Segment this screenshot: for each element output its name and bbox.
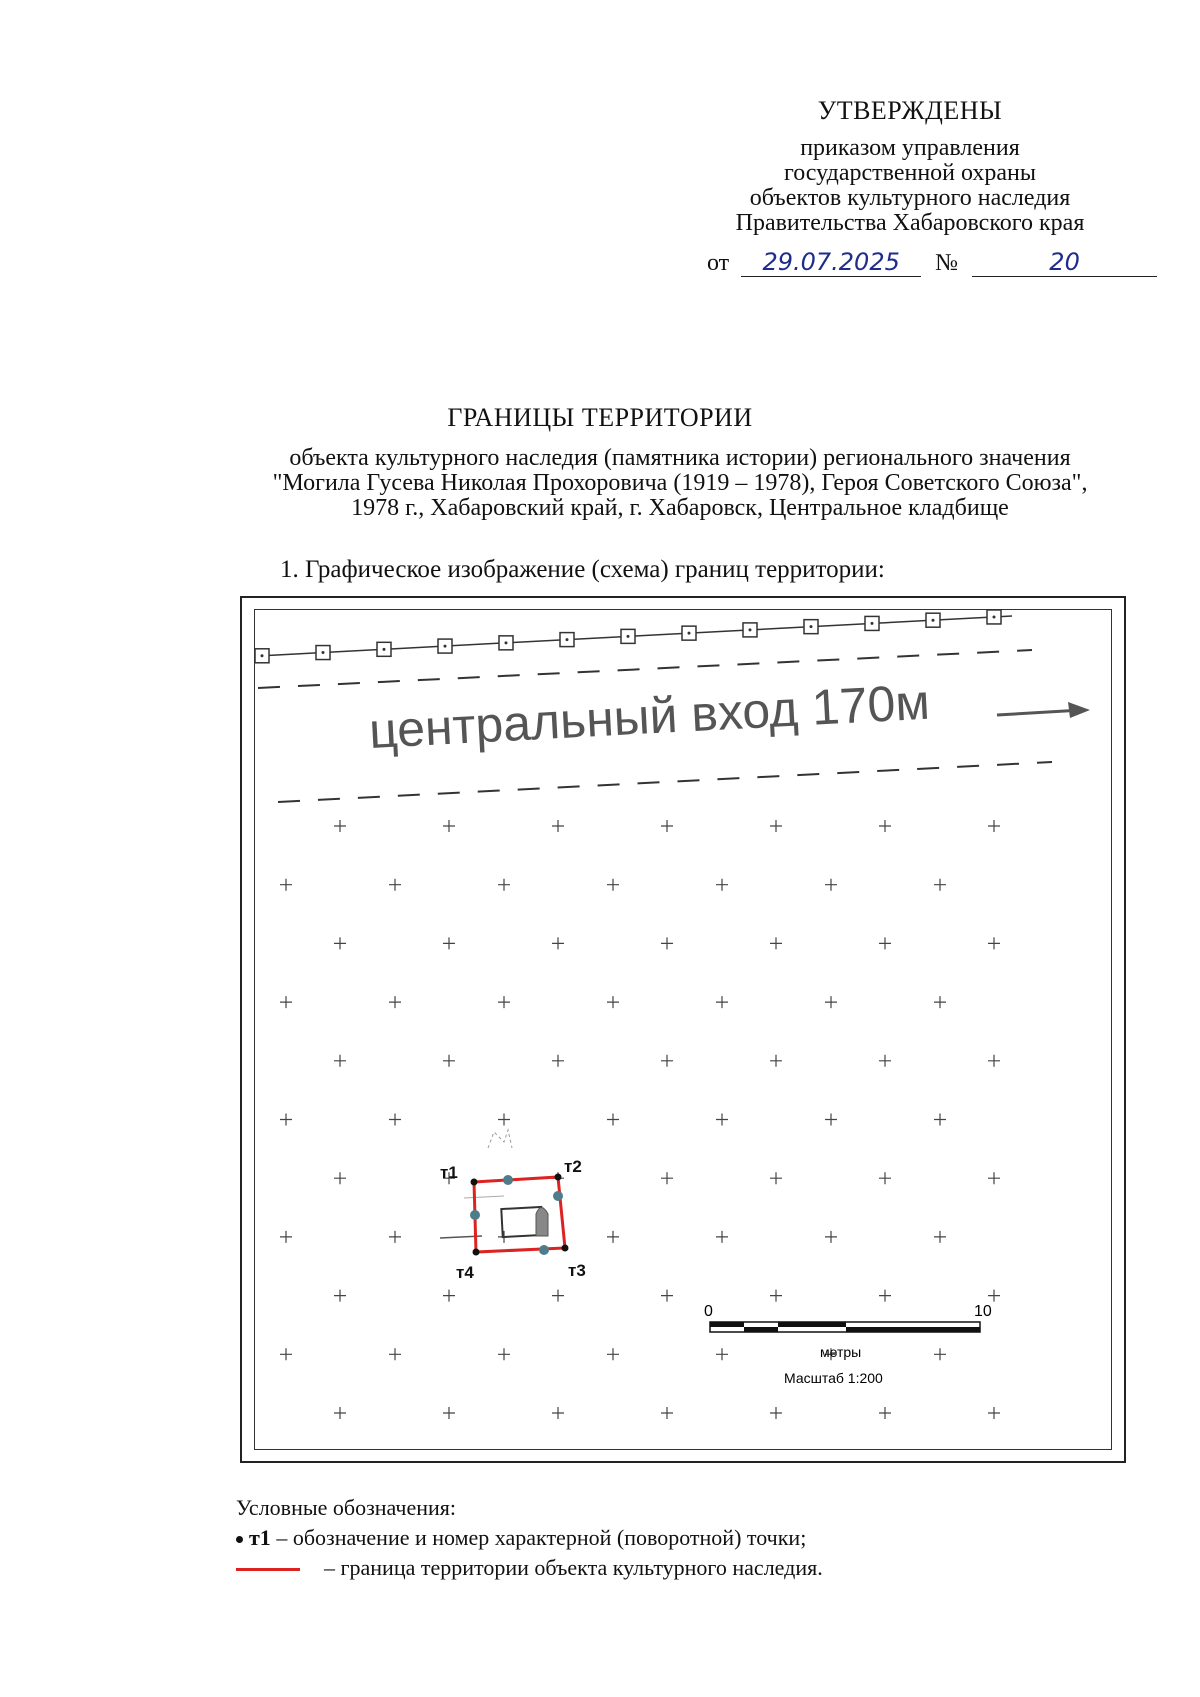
grid-cross-icon <box>934 1231 946 1243</box>
neighbor-object-outline <box>488 1130 512 1148</box>
grid-cross-icon <box>770 1172 782 1184</box>
scale-bar-segment <box>710 1322 744 1327</box>
legend-boundary-text: – граница территории объекта культурного наследия. <box>324 1555 823 1580</box>
scheme-drawing <box>242 598 1128 1465</box>
grid-cross-icon <box>988 1407 1000 1419</box>
grid-cross-icon <box>879 1172 891 1184</box>
boundary-marker <box>539 1245 549 1255</box>
fence-post-dot <box>688 632 691 635</box>
grid-cross-icon <box>934 996 946 1008</box>
corner-point-t3 <box>562 1245 569 1252</box>
legend-point-text: – обозначение и номер характерной (поворотной) точки; <box>270 1525 807 1550</box>
object-description-line-2: "Могила Гусева Николая Прохоровича (1919 – 1978), Героя Советского Союза", <box>272 470 1088 496</box>
grid-cross-icon <box>607 1231 619 1243</box>
grid-cross-icon <box>661 1290 673 1302</box>
neighbor-object-edge <box>464 1196 504 1198</box>
grid-cross-icon <box>389 1348 401 1360</box>
headstone-icon <box>536 1208 548 1237</box>
grid-cross-icon <box>280 1231 292 1243</box>
legend-title: Условные обозначения: <box>236 1495 457 1520</box>
fence-posts <box>255 610 1001 663</box>
fence-post-dot <box>993 615 996 618</box>
fence-post-dot <box>444 645 447 648</box>
fence-post-dot <box>322 651 325 654</box>
direction-arrow-icon <box>1068 702 1090 718</box>
grid-cross-icon <box>988 937 1000 949</box>
fence-post-dot <box>566 638 569 641</box>
grid-cross-icon <box>552 1290 564 1302</box>
grid-cross-icon <box>280 879 292 891</box>
grid-cross-icon <box>334 1055 346 1067</box>
scale-bar-unit: метры <box>820 1344 862 1360</box>
scale-bar <box>704 1303 992 1386</box>
approval-stamp <box>660 96 1160 236</box>
legend-point-code: т1 <box>249 1525 271 1550</box>
order-from-label: от <box>707 250 730 276</box>
grid-cross-icon <box>988 1172 1000 1184</box>
fence-post-dot <box>932 619 935 622</box>
grid-cross-icon <box>661 937 673 949</box>
point-label-t4: т4 <box>456 1263 474 1282</box>
point-label-t3: т3 <box>568 1261 586 1280</box>
grid-cross-icon <box>607 1114 619 1126</box>
grid-cross-icon <box>552 1055 564 1067</box>
grid-cross-icon <box>280 1114 292 1126</box>
point-label-t2: т2 <box>564 1157 582 1176</box>
grid-cross-icon <box>498 1114 510 1126</box>
fence-post-dot <box>383 648 386 651</box>
scale-bar-segment <box>846 1327 980 1332</box>
order-date: 29.07.2025 <box>741 248 921 277</box>
grid-cross-icon <box>661 1055 673 1067</box>
grid-cross-icon <box>280 1348 292 1360</box>
grid-cross-icon <box>334 1290 346 1302</box>
approval-heading: УТВЕРЖДЕНЫ <box>817 96 1003 125</box>
grid-cross-icon <box>825 1114 837 1126</box>
legend-point-row <box>236 1523 823 1553</box>
grid-cross-icon <box>770 1290 782 1302</box>
grid-cross-icon <box>716 1114 728 1126</box>
territory-boundary <box>474 1177 565 1252</box>
road-label: центральный вход 170м <box>367 673 931 759</box>
approval-line-2: государственной охраны <box>783 160 1037 186</box>
grid-cross-icon <box>825 996 837 1008</box>
grid-cross-icon <box>498 1348 510 1360</box>
boundary-scheme <box>240 596 1126 1463</box>
grid-cross-icon <box>498 996 510 1008</box>
scale-bar-segment <box>778 1322 846 1327</box>
grid-cross-icon <box>498 879 510 891</box>
grid-cross-icon <box>988 1290 1000 1302</box>
grid-cross-icon <box>389 1114 401 1126</box>
grid-cross-icon <box>934 1348 946 1360</box>
grid-cross-icon <box>825 879 837 891</box>
boundary-marker <box>503 1175 513 1185</box>
point-marker-icon <box>236 1536 243 1543</box>
boundary-marker <box>470 1210 480 1220</box>
order-number-label: № <box>935 250 959 276</box>
object-description <box>200 446 1160 521</box>
grid-cross-icon <box>716 996 728 1008</box>
section-heading: 1. Графическое изображение (схема) границ территории: <box>280 556 885 583</box>
order-reference <box>707 248 1157 277</box>
grid-cross-icon <box>334 1407 346 1419</box>
grid-cross-icon <box>443 1290 455 1302</box>
approval-line-1: приказом управления <box>800 135 1020 161</box>
grid-cross-icon <box>552 820 564 832</box>
grid-cross-icon <box>552 1407 564 1419</box>
grid-cross-icon <box>988 820 1000 832</box>
fence-post-dot <box>505 641 508 644</box>
legend-boundary-row <box>236 1553 823 1583</box>
grid-cross-icon <box>934 879 946 891</box>
grid-cross-icon <box>607 1348 619 1360</box>
grid-cross-icon <box>661 1407 673 1419</box>
fence-post-dot <box>749 628 752 631</box>
grid-cross-icon <box>770 1055 782 1067</box>
grid-cross-icon <box>389 996 401 1008</box>
grid-cross-icon <box>334 937 346 949</box>
grid-cross-icon <box>934 1114 946 1126</box>
road-edge-bottom <box>278 762 1052 802</box>
corner-point-t1 <box>471 1179 478 1186</box>
grid-cross-icon <box>988 1055 1000 1067</box>
grid-cross-icon <box>443 820 455 832</box>
grid-cross-icon <box>443 1055 455 1067</box>
grid-cross-icon <box>280 996 292 1008</box>
fence-post-dot <box>261 654 264 657</box>
approval-line-3: объектов культурного наследия <box>749 185 1071 211</box>
grid-cross-icon <box>334 820 346 832</box>
boundary-line-icon <box>236 1568 300 1571</box>
scale-bar-segment <box>744 1327 778 1332</box>
grid-cross-icon <box>879 1290 891 1302</box>
grid-cross-icon <box>661 1172 673 1184</box>
grid-cross-icon <box>607 996 619 1008</box>
legend <box>236 1493 823 1583</box>
scale-bar-end: 10 <box>974 1303 992 1320</box>
fence-post-dot <box>871 622 874 625</box>
grid-cross-icon <box>389 879 401 891</box>
grid-cross-icon <box>825 1231 837 1243</box>
fence-post-dot <box>627 635 630 638</box>
grid-cross-icon <box>770 1407 782 1419</box>
fence-post-dot <box>810 625 813 628</box>
grid-cross-icon <box>716 1348 728 1360</box>
grid-cross-icon <box>879 820 891 832</box>
scale-label: Масштаб 1:200 <box>784 1370 883 1386</box>
grid-cross-icon <box>879 1055 891 1067</box>
grid-cross-icon <box>607 879 619 891</box>
grid-cross-icon <box>879 1407 891 1419</box>
object-description-line-1: объекта культурного наследия (памятника истории) регионального значения <box>289 445 1071 471</box>
grid-cross-icon <box>770 820 782 832</box>
approval-line-4: Правительства Хабаровского края <box>735 210 1085 236</box>
grid-cross-icon <box>443 937 455 949</box>
point-label-t1: т1 <box>440 1163 458 1182</box>
order-number: 20 <box>972 248 1157 277</box>
boundary-marker <box>553 1191 563 1201</box>
grid-cross-icon <box>552 937 564 949</box>
corner-point-t2 <box>555 1174 562 1181</box>
grid-cross-icon <box>334 1172 346 1184</box>
grid-cross-icon <box>661 820 673 832</box>
grid-cross-icon <box>879 937 891 949</box>
grid-cross-icon <box>716 879 728 891</box>
corner-point-t4 <box>473 1249 480 1256</box>
document-title: ГРАНИЦЫ ТЕРРИТОРИИ <box>447 403 753 432</box>
object-description-line-3: 1978 г., Хабаровский край, г. Хабаровск, Центральное кладбище <box>351 495 1009 521</box>
scale-bar-start: 0 <box>704 1303 713 1320</box>
grid-cross-icon <box>389 1231 401 1243</box>
grid-cross-icon <box>770 937 782 949</box>
grid-cross-icon <box>716 1231 728 1243</box>
grid-cross-icon <box>443 1407 455 1419</box>
